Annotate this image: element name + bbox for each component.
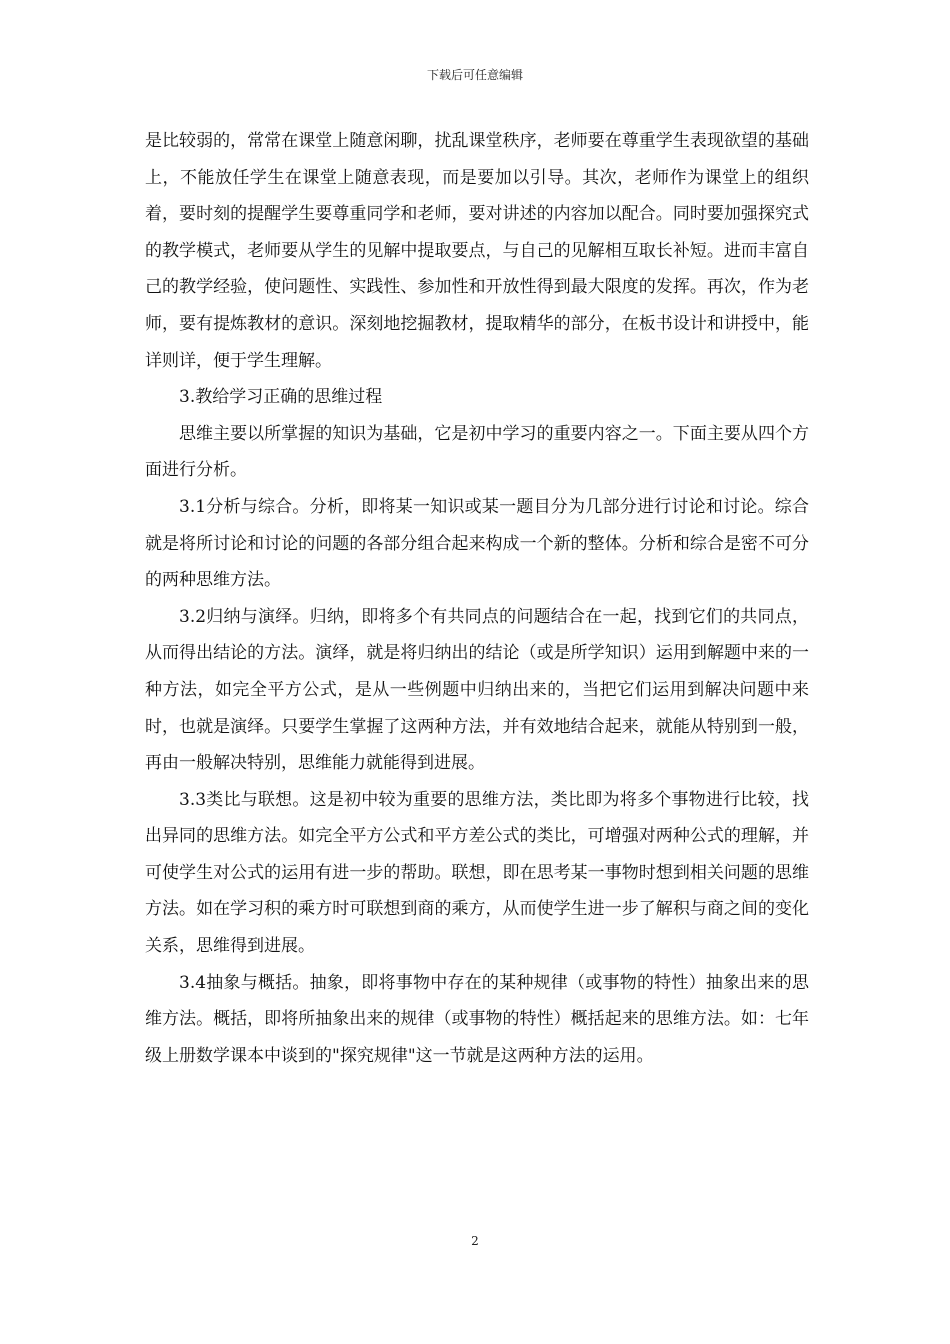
document-body	[145, 123, 809, 1074]
paragraph-intro: 思维主要以所掌握的知识为基础，它是初中学习的重要内容之一。下面主要从四个方面进行分析。	[145, 423, 809, 481]
paragraph-3-2: 3.2归纳与演绎。归纳，即将多个有共同点的问题结合在一起，找到它们的共同点，从而得出结论的方法。演绎，就是将归纳出的结论（或是所学知识）运用到解题中来的一种方法，如完全平方公式，是从一些例题中归纳出来的，当把它们运用到解决问题中来时，也就是演绎。只要学生掌握了这两种方法，并有效地结合起来，就能从特别到一般，再由一般解决特别，思维能力就能得到进展。	[145, 606, 809, 774]
paragraph-3-4: 3.4抽象与概括。抽象，即将事物中存在的某种规律（或事物的特性）抽象出来的思维方法。概括，即将所抽象出来的规律（或事物的特性）概括起来的思维方法。如：七年级上册数学课本中谈到的"探究规律"这一节就是这两种方法的运用。	[145, 972, 809, 1066]
page-number: 2	[471, 1234, 479, 1248]
paragraph-3-1: 3.1分析与综合。分析，即将某一知识或某一题目分为几部分进行讨论和讨论。综合就是将所讨论和讨论的问题的各部分组合起来构成一个新的整体。分析和综合是密不可分的两种思维方法。	[145, 496, 809, 591]
paragraph-3-3: 3.3类比与联想。这是初中较为重要的思维方法，类比即为将多个事物进行比较，找出异同的思维方法。如完全平方公式和平方差公式的类比，可增强对两种公式的理解，并可使学生对公式的运用有进一步的帮助。联想，即在思考某一事物时想到相关问题的思维方法。如在学习积的乘方时可联想到商的乘方，从而使学生进一步了解积与商之间的变化关系，思维得到进展。	[145, 789, 809, 957]
paragraph-continuation: 是比较弱的，常常在课堂上随意闲聊，扰乱课堂秩序，老师要在尊重学生表现欲望的基础上，不能放任学生在课堂上随意表现，而是要加以引导。其次，老师作为课堂上的组织着，要时刻的提醒学生要尊重同学和老师，要对讲述的内容加以配合。同时要加强探究式的教学模式，老师要从学生的见解中提取要点，与自己的见解相互取长补短。进而丰富自己的教学经验，使问题性、实践性、参加性和开放性得到最大限度的发挥。再次，作为老师，要有提炼教材的意识。深刻地挖掘教材，提取精华的部分，在板书设计和讲授中，能详则详，便于学生理解。	[145, 131, 809, 371]
section-heading-3: 3.教给学习正确的思维过程	[179, 387, 383, 408]
page-header: 下载后可任意编辑	[426, 68, 523, 82]
